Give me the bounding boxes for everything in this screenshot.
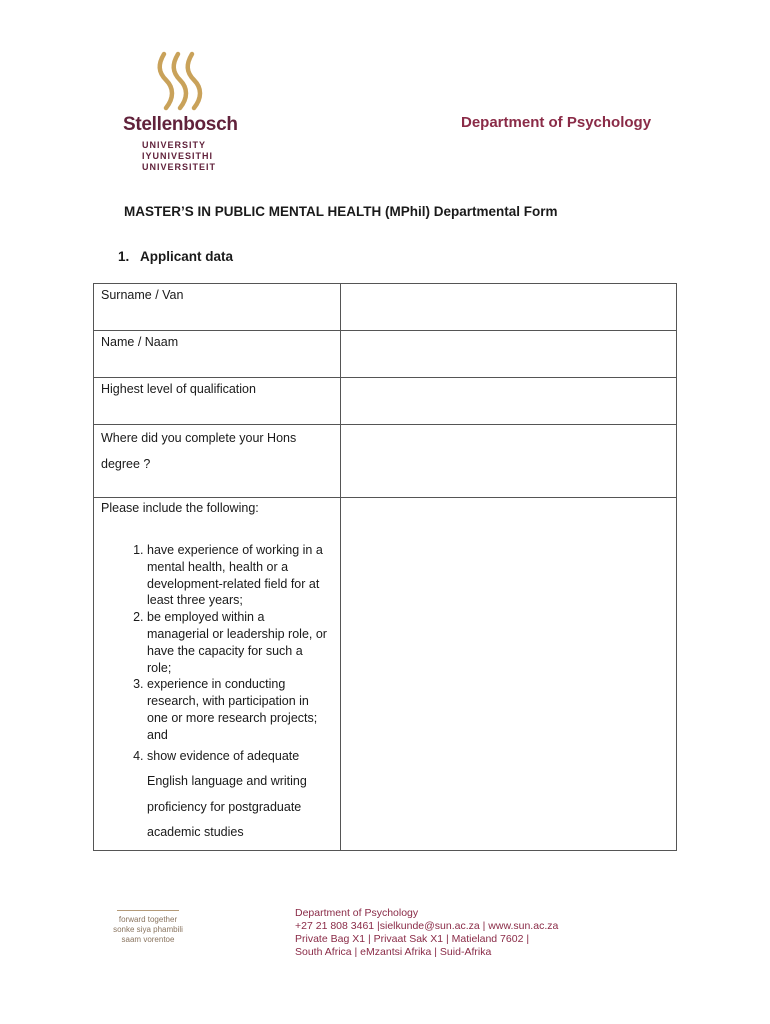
surname-label: Surname / Van [94, 284, 341, 331]
list-item: 4. show evidence of adequate English language and writing proficiency for postgraduate academic studies [147, 744, 333, 846]
footer-department: Department of Psychology [295, 907, 419, 919]
footer-contact [295, 907, 558, 959]
requirements-field[interactable] [341, 498, 677, 851]
hons-degree-field[interactable] [341, 425, 677, 498]
list-item: 2. be employed within a managerial or leadership role, or have the capacity for such a role; [147, 609, 333, 676]
university-crest-icon [156, 50, 208, 112]
name-label: Name / Naam [94, 331, 341, 378]
department-title: Department of Psychology [461, 114, 652, 131]
footer-address-line: Private Bag X1 | Privaat Sak X1 | Matieland 7602 | [295, 933, 530, 945]
hons-degree-label: Where did you complete your Hons degree ? [94, 425, 341, 498]
form-title: MASTER’S IN PUBLIC MENTAL HEALTH (MPhil) Departmental Form [124, 204, 558, 219]
section-title: Applicant data [140, 249, 234, 264]
qualification-field[interactable] [341, 378, 677, 425]
section-number: 1. [118, 249, 130, 264]
list-item: 1. have experience of working in a mental health, health or a development-related field for at least three years; [147, 542, 333, 609]
applicant-data-table [93, 283, 677, 851]
section-heading [118, 249, 233, 264]
university-name: Stellenbosch [123, 114, 238, 135]
surname-field[interactable] [341, 284, 677, 331]
table-row [94, 425, 677, 498]
footer-contact-line: +27 21 808 3461 |sielkunde@sun.ac.za | www.sun.ac.za [295, 920, 559, 932]
footer-country-line: South Africa | eMzantsi Afrika | Suid-Afrika [295, 946, 492, 958]
table-row [94, 378, 677, 425]
qualification-label: Highest level of qualification [94, 378, 341, 425]
tagline-divider [117, 910, 179, 911]
table-row [94, 284, 677, 331]
name-field[interactable] [341, 331, 677, 378]
table-row [94, 498, 677, 851]
table-row [94, 331, 677, 378]
university-subtitle: UNIVERSITY IYUNIVESITHI UNIVERSITEIT [142, 140, 217, 172]
requirements-cell [94, 498, 341, 851]
tagline: forward together sonke siya phambili saam vorentoe [108, 910, 188, 945]
requirements-list [101, 542, 333, 846]
requirements-intro: Please include the following: [101, 501, 259, 515]
list-item: 3. experience in conducting research, with participation in one or more research projects; and [147, 676, 333, 743]
